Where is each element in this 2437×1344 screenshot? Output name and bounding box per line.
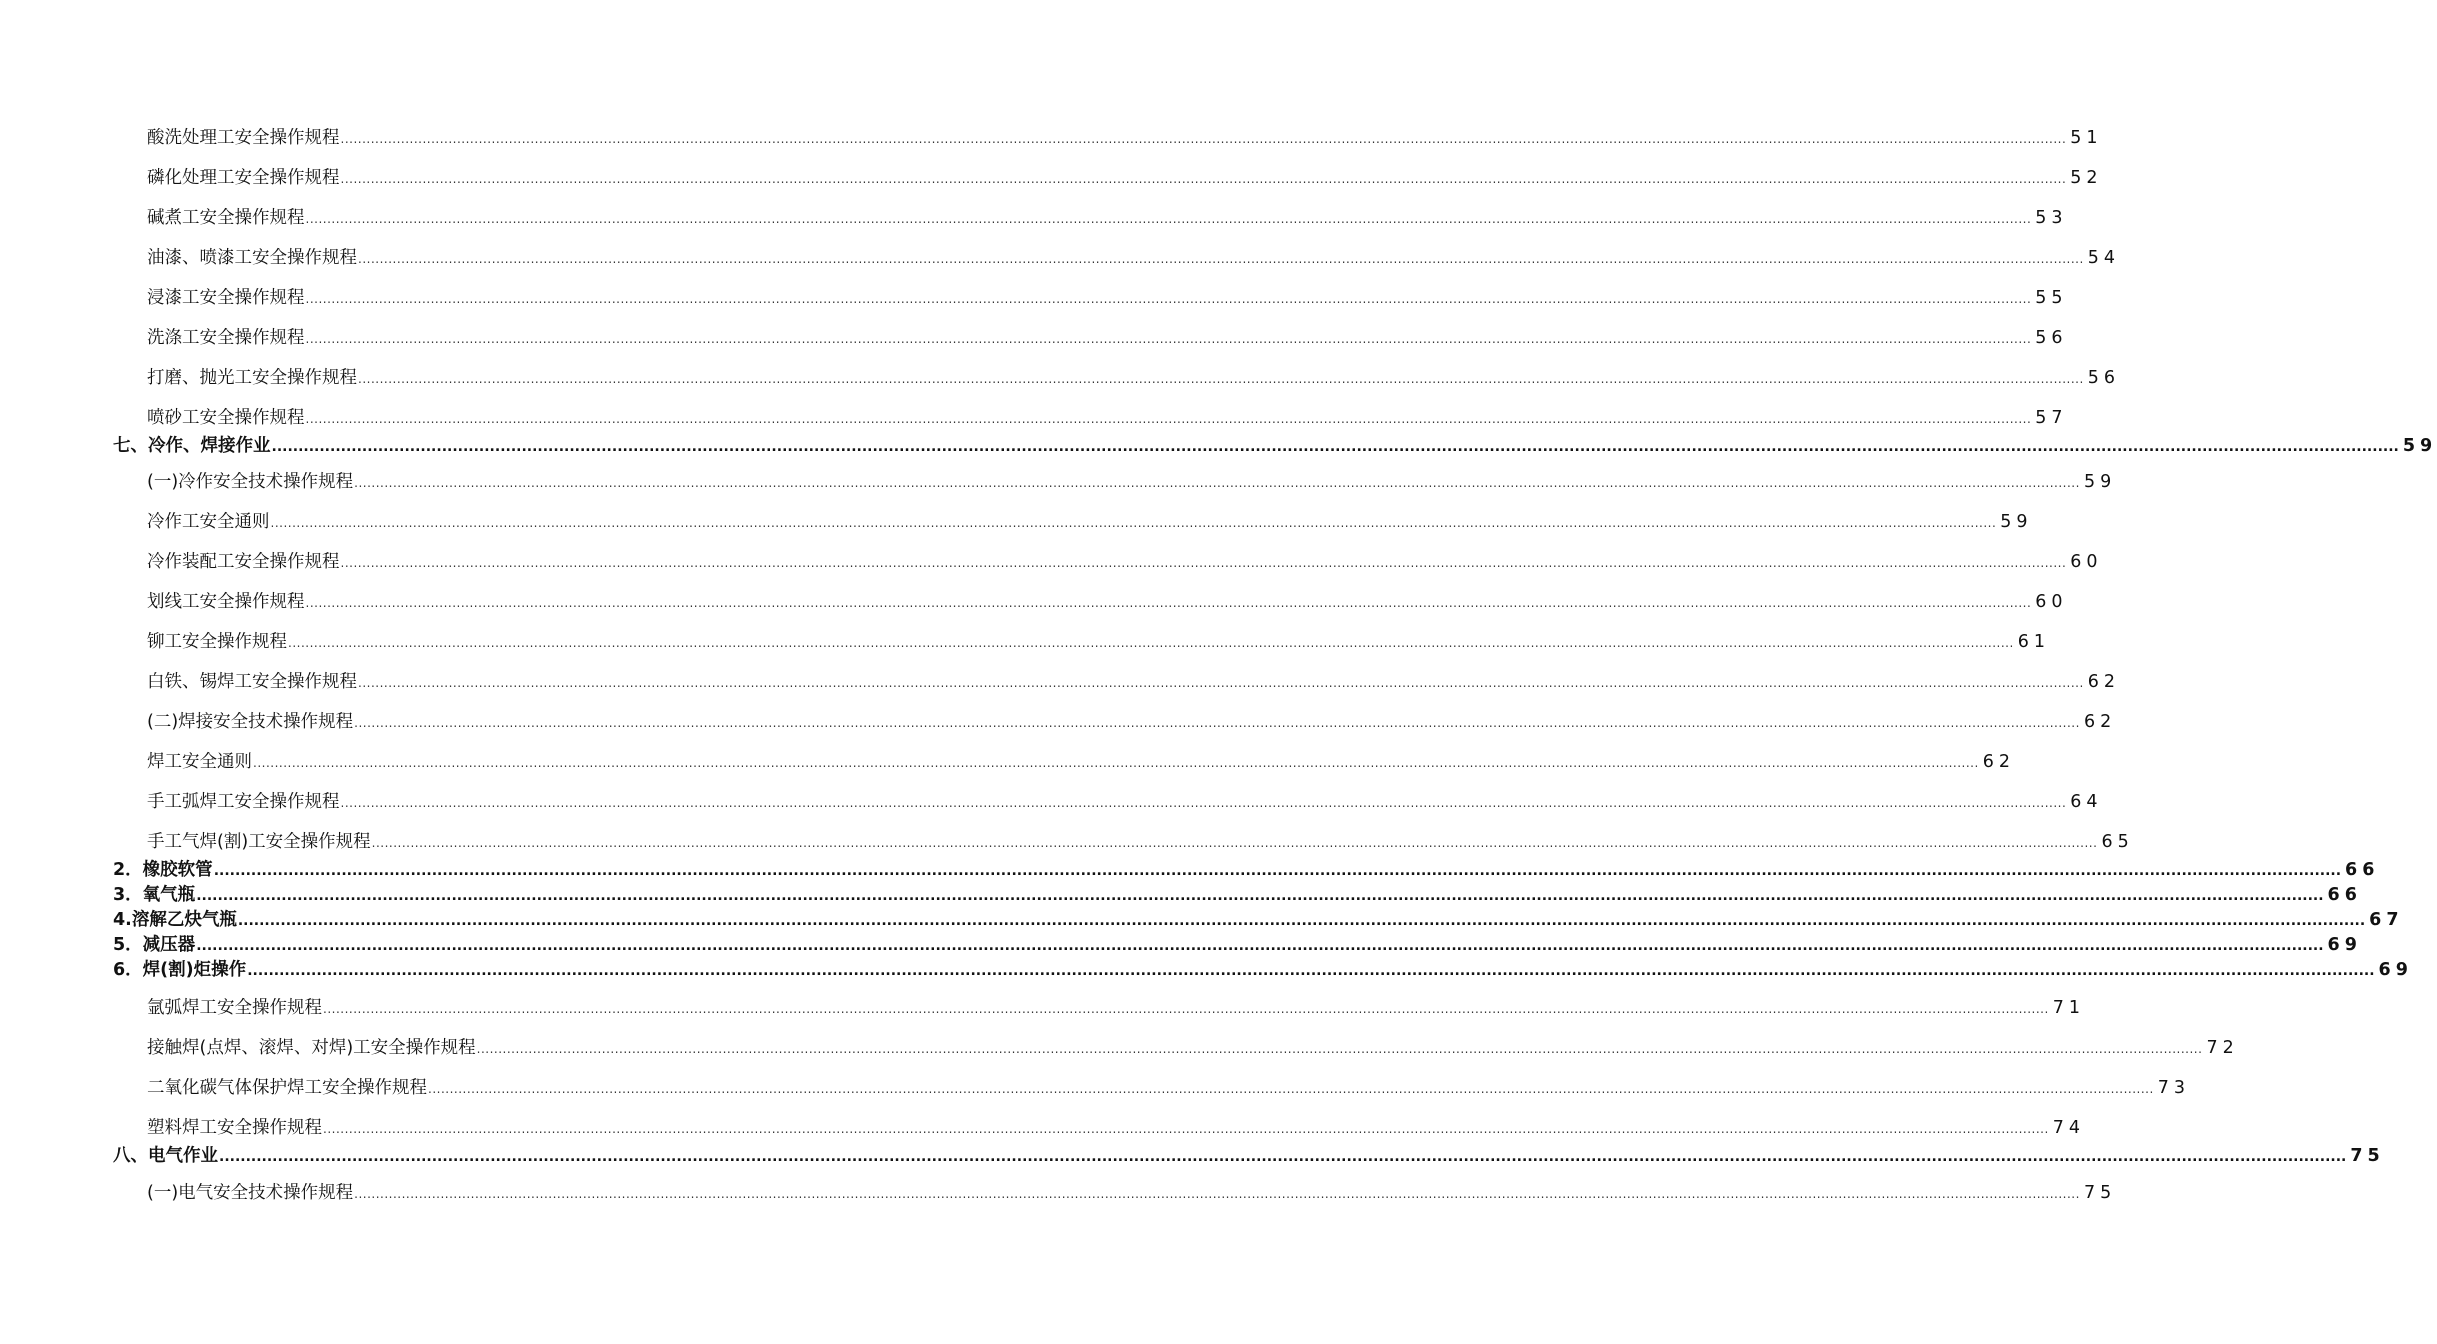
toc-page-number: 69 <box>2327 935 2362 955</box>
toc-leader-dots: ................................................................................................................................................................................................................................................................................................................................................................................................................ <box>354 716 2080 730</box>
toc-entry-title: 5．减压器 <box>113 935 196 955</box>
toc-page-number: 62 <box>2087 672 2121 692</box>
toc-leader-dots: ................................................................................................................................................................................................................................................................................................................................................................................................................ <box>196 888 2324 904</box>
toc-entry-title: 洗涤工安全操作规程 <box>147 328 305 348</box>
toc-entry-title: 八、电气作业 <box>113 1146 218 1166</box>
toc-entry[interactable] <box>147 164 2103 192</box>
toc-entry[interactable] <box>147 668 2121 696</box>
toc-entry[interactable] <box>113 906 2404 934</box>
toc-page-number: 69 <box>2378 960 2413 980</box>
toc-entry-title: 七、冷作、焊接作业 <box>113 436 271 456</box>
toc-page-number: 59 <box>2000 512 2033 532</box>
toc-leader-dots: ................................................................................................................................................................................................................................................................................................................................................................................................................ <box>247 963 2375 979</box>
toc-page-number: 56 <box>2087 368 2121 388</box>
toc-leader-dots: ................................................................................................................................................................................................................................................................................................................................................................................................................ <box>358 252 2084 266</box>
toc-entry[interactable] <box>113 956 2413 984</box>
toc-page-number: 53 <box>2035 208 2068 228</box>
toc-entry-title: 喷砂工安全操作规程 <box>147 408 305 428</box>
toc-entry[interactable] <box>147 404 2068 432</box>
toc-leader-dots: ................................................................................................................................................................................................................................................................................................................................................................................................................ <box>358 676 2084 690</box>
toc-entry[interactable] <box>147 508 2033 536</box>
toc-entry[interactable] <box>147 994 2086 1022</box>
toc-entry[interactable] <box>147 204 2068 232</box>
toc-leader-dots: ................................................................................................................................................................................................................................................................................................................................................................................................................ <box>288 636 2014 650</box>
toc-entry[interactable] <box>147 284 2068 312</box>
toc-entry[interactable] <box>147 1074 2191 1102</box>
toc-entry[interactable] <box>147 1179 2117 1207</box>
toc-page-number: 55 <box>2035 288 2068 308</box>
toc-page-number: 66 <box>2327 885 2362 905</box>
toc-leader-dots: ................................................................................................................................................................................................................................................................................................................................................................................................................ <box>340 796 2067 810</box>
toc-entry-title: 3．氧气瓶 <box>113 885 196 905</box>
toc-page-number: 59 <box>2402 436 2437 456</box>
toc-leader-dots: ................................................................................................................................................................................................................................................................................................................................................................................................................ <box>196 938 2324 954</box>
toc-leader-dots: ................................................................................................................................................................................................................................................................................................................................................................................................................ <box>219 1149 2347 1165</box>
toc-page-number: 75 <box>2350 1146 2385 1166</box>
toc-page-number: 73 <box>2157 1078 2191 1098</box>
toc-entry-title: 浸漆工安全操作规程 <box>147 288 305 308</box>
toc-page-number: 74 <box>2052 1118 2086 1138</box>
toc-entry[interactable] <box>147 708 2117 736</box>
toc-page-number: 65 <box>2101 832 2134 852</box>
toc-entry[interactable] <box>113 931 2362 959</box>
toc-leader-dots: ................................................................................................................................................................................................................................................................................................................................................................................................................ <box>305 292 2032 306</box>
toc-leader-dots: ................................................................................................................................................................................................................................................................................................................................................................................................................ <box>354 476 2080 490</box>
toc-entry[interactable] <box>147 364 2121 392</box>
toc-entry[interactable] <box>147 588 2068 616</box>
toc-leader-dots: ................................................................................................................................................................................................................................................................................................................................................................................................................ <box>323 1122 2049 1136</box>
toc-entry-title: 碱煮工安全操作规程 <box>147 208 305 228</box>
toc-page-number: 72 <box>2206 1038 2239 1058</box>
toc-page-number: 57 <box>2035 408 2068 428</box>
toc-entry[interactable] <box>147 244 2121 272</box>
toc-entry-title: 打磨、抛光工安全操作规程 <box>147 368 357 388</box>
toc-entry-title: 酸洗处理工安全操作规程 <box>147 128 340 148</box>
toc-leader-dots: ................................................................................................................................................................................................................................................................................................................................................................................................................ <box>305 212 2032 226</box>
toc-leader-dots: ................................................................................................................................................................................................................................................................................................................................................................................................................ <box>476 1042 2203 1056</box>
toc-entry-title: 冷作装配工安全操作规程 <box>147 552 340 572</box>
toc-entry-title: 氩弧焊工安全操作规程 <box>147 998 322 1018</box>
toc-entry[interactable] <box>113 881 2362 909</box>
toc-page-number: 59 <box>2083 472 2117 492</box>
toc-entry-title: 划线工安全操作规程 <box>147 592 305 612</box>
toc-entry-title: 接触焊(点焊、滚焊、对焊)工安全操作规程 <box>147 1038 476 1058</box>
toc-entry-title: 二氧化碳气体保护焊工安全操作规程 <box>147 1078 427 1098</box>
toc-entry[interactable] <box>147 828 2134 856</box>
toc-entry-title: 塑料焊工安全操作规程 <box>147 1118 322 1138</box>
toc-leader-dots: ................................................................................................................................................................................................................................................................................................................................................................................................................ <box>213 863 2342 879</box>
toc-entry[interactable] <box>147 1034 2239 1062</box>
toc-leader-dots: ................................................................................................................................................................................................................................................................................................................................................................................................................ <box>358 372 2084 386</box>
toc-entry[interactable] <box>147 324 2068 352</box>
toc-entry-title: 手工弧焊工安全操作规程 <box>147 792 340 812</box>
toc-leader-dots: ................................................................................................................................................................................................................................................................................................................................................................................................................ <box>354 1187 2080 1201</box>
toc-page-number: 62 <box>1982 752 2016 772</box>
toc-entry[interactable] <box>147 548 2103 576</box>
toc-page-number: 52 <box>2070 168 2103 188</box>
toc-entry-title: 6．焊(割)炬操作 <box>113 960 247 980</box>
toc-entry[interactable] <box>147 788 2103 816</box>
toc-entry[interactable] <box>147 628 2051 656</box>
toc-leader-dots: ................................................................................................................................................................................................................................................................................................................................................................................................................ <box>237 913 2366 929</box>
toc-entry[interactable] <box>113 432 2437 460</box>
toc-page-number: 75 <box>2083 1183 2117 1203</box>
toc-entry-title: 冷作工安全通则 <box>147 512 270 532</box>
toc-entry-title: 焊工安全通则 <box>147 752 252 772</box>
toc-entry-title: 油漆、喷漆工安全操作规程 <box>147 248 357 268</box>
toc-page-number: 60 <box>2035 592 2068 612</box>
toc-entry-title: 手工气焊(割)工安全操作规程 <box>147 832 371 852</box>
toc-entry-title: 4.溶解乙炔气瓶 <box>113 910 237 930</box>
toc-leader-dots: ................................................................................................................................................................................................................................................................................................................................................................................................................ <box>371 836 2098 850</box>
toc-entry[interactable] <box>113 856 2380 884</box>
toc-entry[interactable] <box>147 1114 2086 1142</box>
toc-leader-dots: ................................................................................................................................................................................................................................................................................................................................................................................................................ <box>305 596 2032 610</box>
toc-page-number: 71 <box>2052 998 2086 1018</box>
toc-page-number: 56 <box>2035 328 2068 348</box>
toc-page-number: 66 <box>2345 860 2380 880</box>
toc-leader-dots: ................................................................................................................................................................................................................................................................................................................................................................................................................ <box>340 172 2067 186</box>
toc-leader-dots: ................................................................................................................................................................................................................................................................................................................................................................................................................ <box>305 412 2032 426</box>
toc-entry-title: (二)焊接安全技术操作规程 <box>147 712 354 732</box>
toc-page-number: 64 <box>2070 792 2103 812</box>
toc-leader-dots: ................................................................................................................................................................................................................................................................................................................................................................................................................ <box>340 132 2067 146</box>
toc-entry-title: 铆工安全操作规程 <box>147 632 287 652</box>
toc-page-number: 54 <box>2087 248 2121 268</box>
toc-leader-dots: ................................................................................................................................................................................................................................................................................................................................................................................................................ <box>428 1082 2154 1096</box>
toc-entry[interactable] <box>147 124 2103 152</box>
toc-page-number: 67 <box>2369 910 2404 930</box>
toc-leader-dots: ................................................................................................................................................................................................................................................................................................................................................................................................................ <box>271 439 2399 455</box>
toc-entry-title: 磷化处理工安全操作规程 <box>147 168 340 188</box>
toc-entry[interactable] <box>113 1142 2385 1170</box>
toc-leader-dots: ................................................................................................................................................................................................................................................................................................................................................................................................................ <box>323 1002 2049 1016</box>
toc-entry[interactable] <box>147 748 2016 776</box>
toc-page-number: 62 <box>2083 712 2117 732</box>
toc-entry-title: 白铁、锡焊工安全操作规程 <box>147 672 357 692</box>
toc-leader-dots: ................................................................................................................................................................................................................................................................................................................................................................................................................ <box>253 756 1979 770</box>
toc-leader-dots: ................................................................................................................................................................................................................................................................................................................................................................................................................ <box>270 516 1997 530</box>
toc-page-number: 51 <box>2070 128 2103 148</box>
toc-entry-title: (一)冷作安全技术操作规程 <box>147 472 354 492</box>
toc-entry[interactable] <box>147 468 2117 496</box>
toc-entry-title: 2．橡胶软管 <box>113 860 213 880</box>
toc-page-number: 60 <box>2070 552 2103 572</box>
toc-leader-dots: ................................................................................................................................................................................................................................................................................................................................................................................................................ <box>305 332 2032 346</box>
toc-leader-dots: ................................................................................................................................................................................................................................................................................................................................................................................................................ <box>340 556 2067 570</box>
toc-entry-title: (一)电气安全技术操作规程 <box>147 1183 354 1203</box>
toc-page-number: 61 <box>2017 632 2051 652</box>
